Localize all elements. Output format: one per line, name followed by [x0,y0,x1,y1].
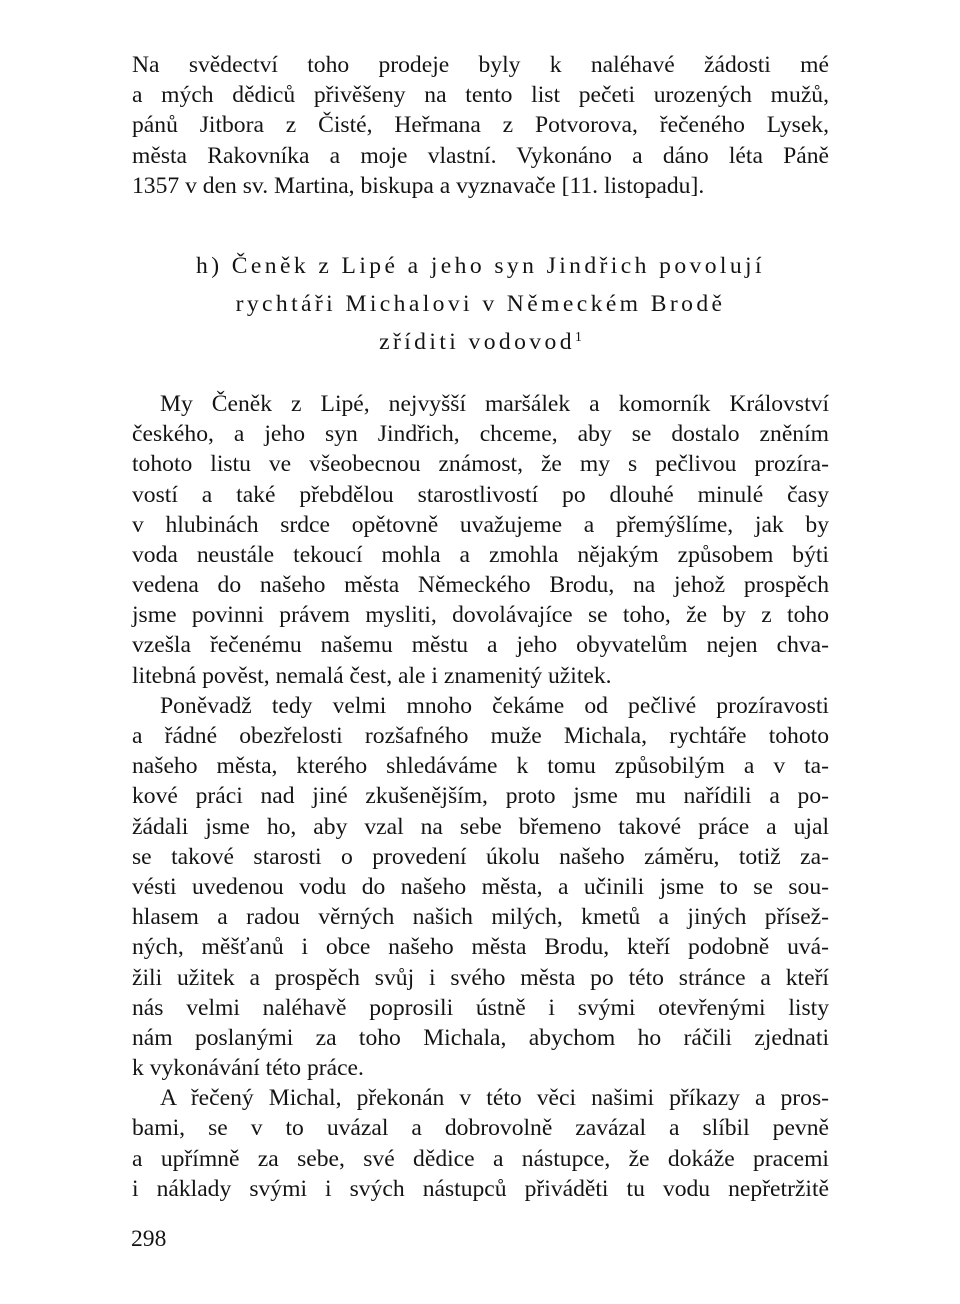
text-line: nám poslanými za toho Michala, abychom ho ráčili zjednati [132,1024,829,1051]
page-number: 298 [131,1226,167,1252]
body-paragraph [132,691,829,1083]
text-line: se takové starosti o provedení úkolu našeho záměru, totiž za- [132,843,829,870]
text-line: Poněvadž tedy velmi mnoho čekáme od pečlivé prozíravosti [160,692,829,719]
text-line: k vykonávání této práce. [132,1055,364,1082]
body-paragraph [132,389,829,691]
closing-paragraph [132,50,829,201]
text-line: českého, a jeho syn Jindřich, chceme, aby se dostalo zněním [132,421,829,448]
text-line: Na svědectví toho prodeje byly k naléhavé žádosti mé [132,52,829,78]
text-line: vedena do našeho města Německého Brodu, na jehož prospěch [132,572,829,599]
heading-line: h) Čeněk z Lipé a jeho syn Jindřich povolují [196,252,765,279]
footnote-marker: 1 [574,329,582,345]
text-line: bami, se v to uvázal a dobrovolně zavázal a slíbil pevně [132,1115,829,1142]
text-line: a mých dědiců přivěšeny na tento list pečeti urozených mužů, [132,82,829,109]
text-line: kové práci nad jiné zkušenějším, proto jsme mu nařídili a po- [132,783,829,810]
text-line: vostí a také přebdělou starostlivostí po dlouhé minulé časy [132,481,829,508]
text-line: pánů Jitbora z Čisté, Heřmana z Potvorova, řečeného Lysek, [132,112,829,139]
text-line: ných, měšťanů i obce našeho města Brodu, kteří podobně uvá- [132,934,829,961]
heading-line-text: zříditi vodovod [379,328,575,355]
text-line: žádali jsme ho, aby vzal na sebe břemeno takové práce a ujal [132,813,829,840]
text-line: vésti uvedenou vodu do našeho města, a učinili jsme to se sou- [132,873,829,900]
text-line: a upřímně za sebe, své dědice a nástupce, že dokáže pracemi [132,1145,829,1172]
text-line: města Rakovníka a moje vlastní. Vykonáno a dáno léta Páně [132,142,829,169]
text-line: a řádné obezřelosti rozšafného muže Michala, rychtáře tohoto [132,723,829,749]
text-line: 1357 v den sv. Martina, biskupa a vyznavače [11. listopadu]. [132,172,705,199]
text-line: voda neustále tekoucí mohla a zmohla nějakým způsobem býti [132,541,829,568]
text-line: jsme povinni právem mysliti, dovolávajíce se toho, že by z toho [132,602,829,629]
text-line: našeho města, kterého shledáváme k tomu způsobilým a v ta- [132,753,829,780]
text-line: hlasem a radou věrných našich milých, kmetů a jiných přísež- [132,904,829,931]
text-line: A řečený Michal, překonán v této věci našimi příkazy a pros- [160,1085,829,1112]
heading-line: rychtáři Michalovi v Německém Brodě [235,290,726,317]
text-line: vzešla řečenému našemu městu a jeho obyvatelům nejen chva- [132,632,829,659]
book-page [132,50,829,1204]
text-line: My Čeněk z Lipé, nejvyšší maršálek a komorník Království [160,390,829,417]
heading-line [132,323,829,361]
text-line: žili užitek a prospěch svůj i svého města po této stránce a kteří [132,964,829,991]
body-paragraph [132,1083,829,1204]
text-line: i náklady svými i svých nástupců přiváděti tu vodu nepřetržitě [132,1175,829,1202]
text-line: tohoto listu ve všeobecnou známost, že my s pečlivou prozíra- [132,451,829,478]
text-line: v hlubinách srdce opětovně uvažujeme a přemýšlíme, jak by [132,511,829,538]
section-heading [132,247,829,361]
text-line: nás velmi naléhavě poprosili ústně i svými otevřenými listy [132,994,829,1021]
text-line: litebná pověst, nemalá čest, ale i znamenitý užitek. [132,662,612,689]
